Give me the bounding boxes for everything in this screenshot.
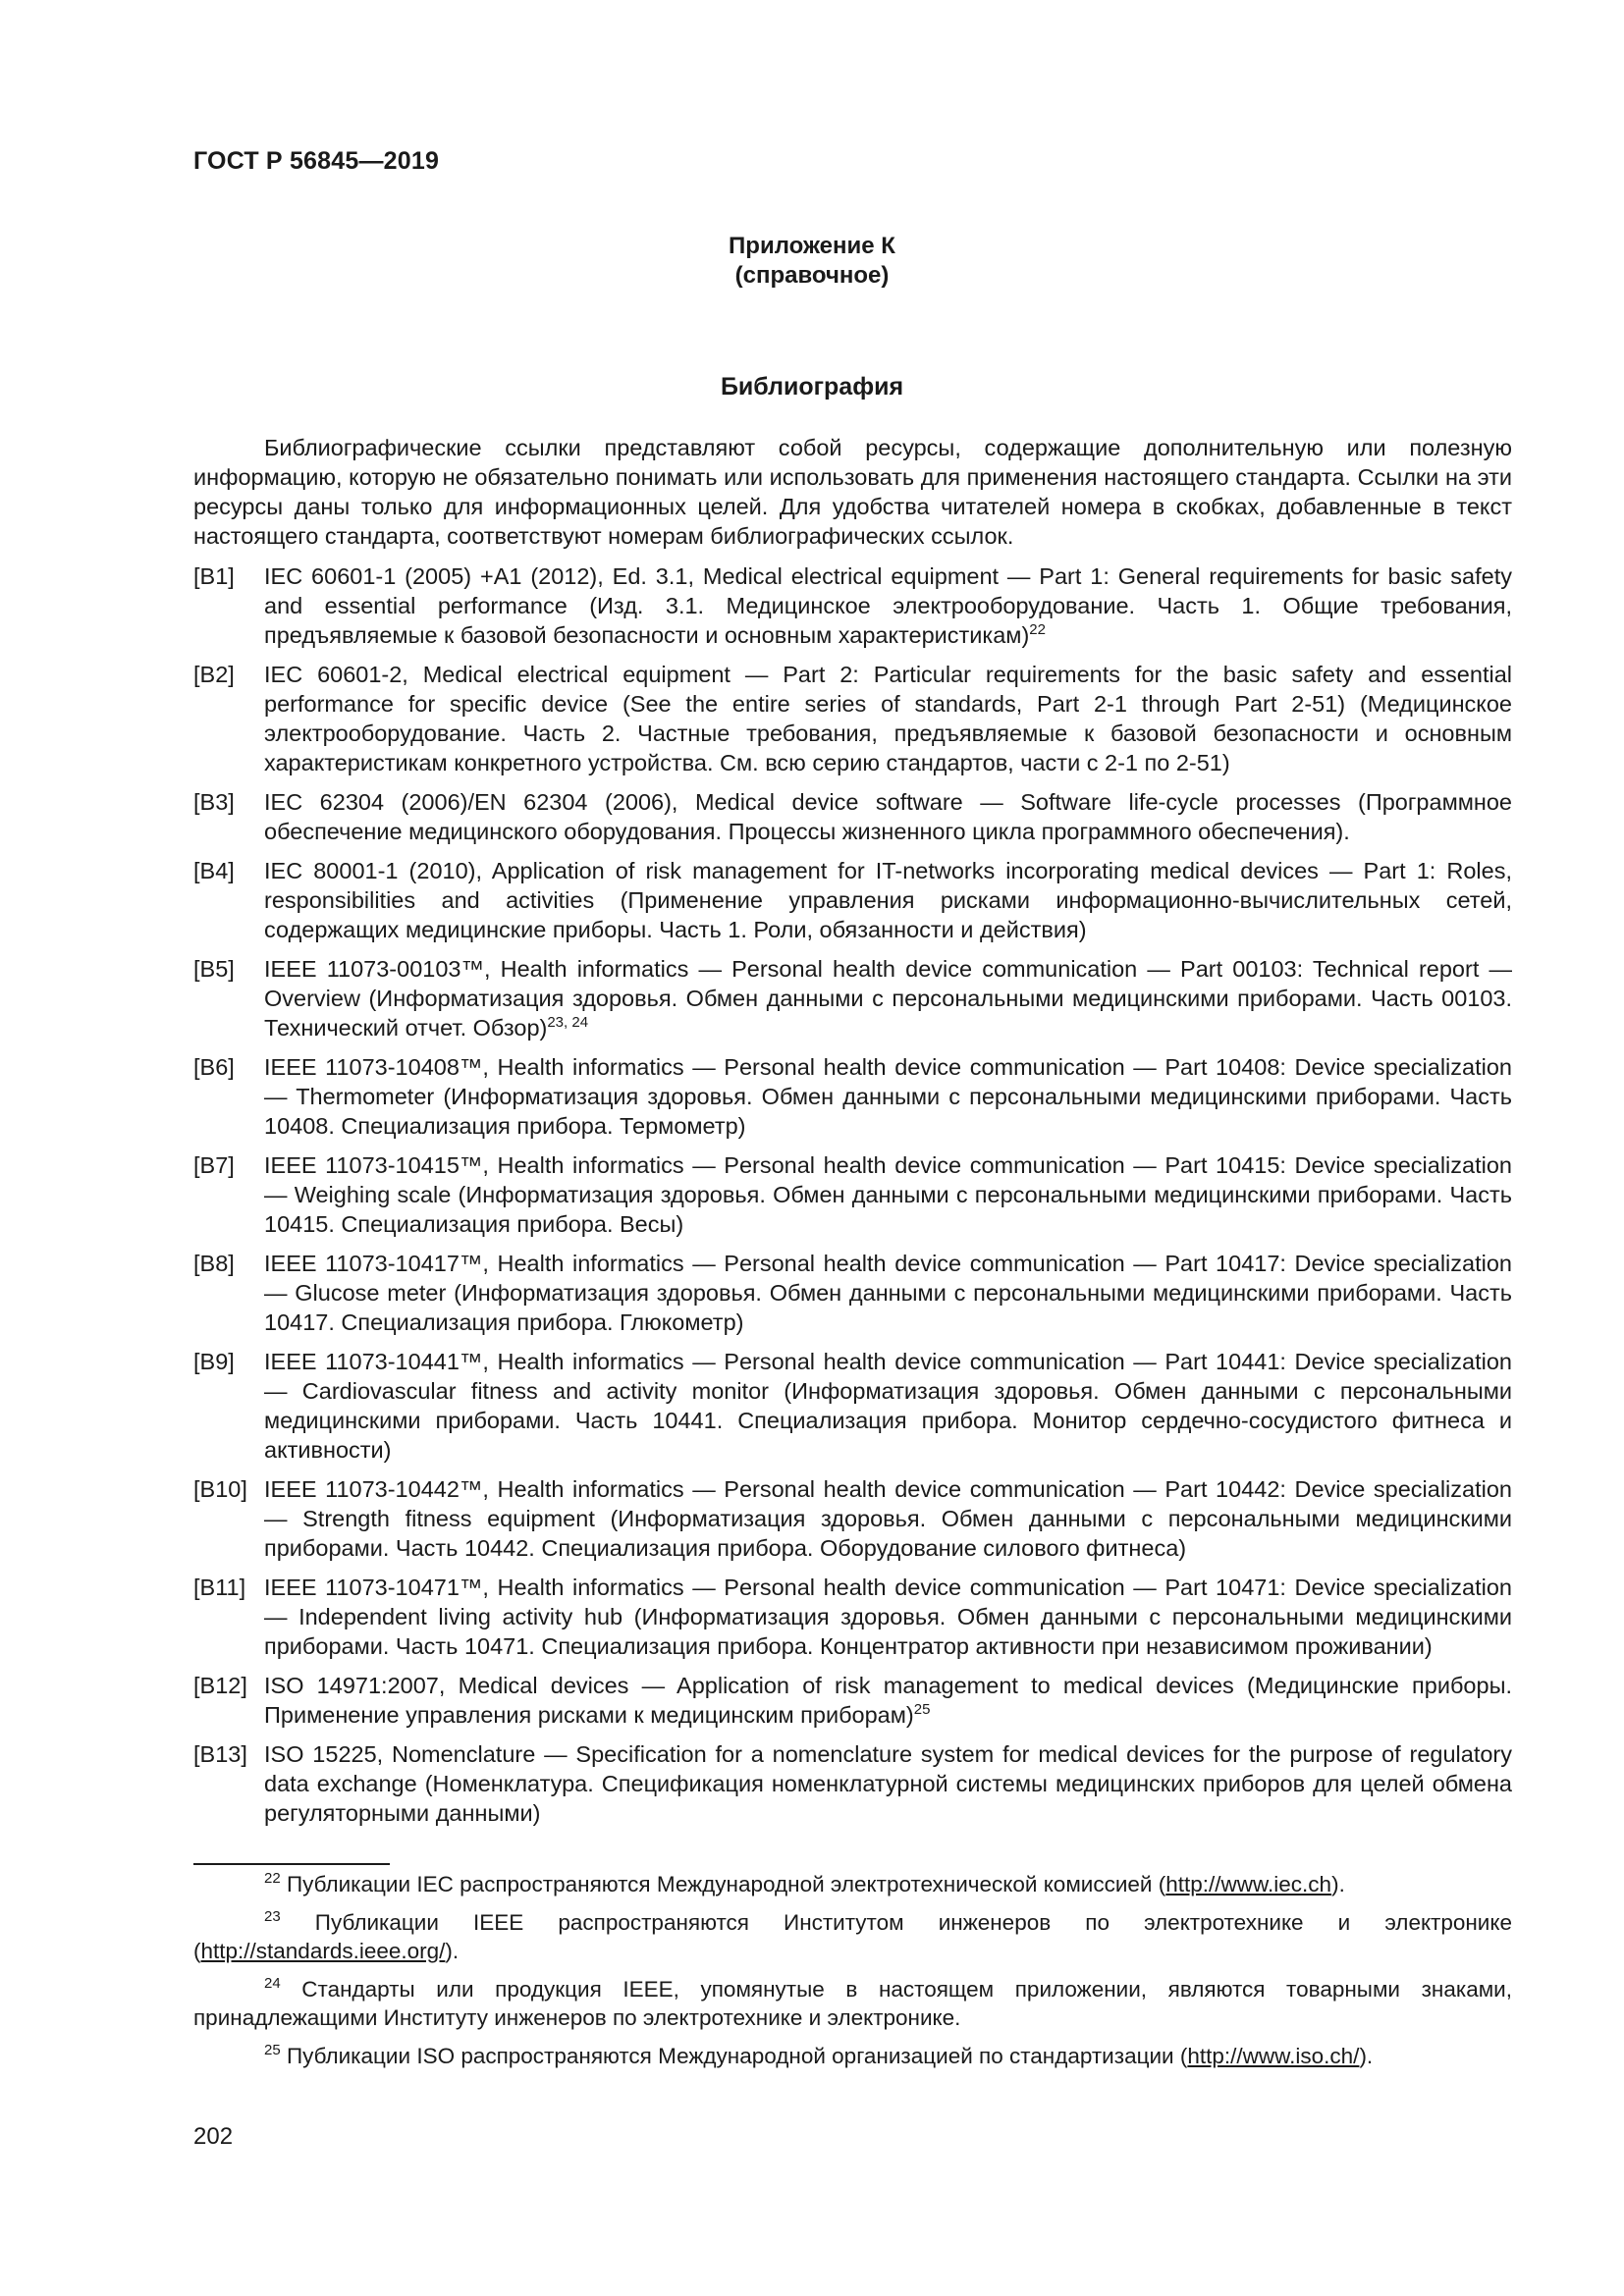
- footnotes: [193, 1870, 1512, 2080]
- reference-body: IEEE 11073-10408™, Health informatics — Personal health device communication — Part 10408: Device specialization — Thermometer (Информатизация здоровья. Обмен данными с персональными медицинскими приборами. Часть 10408. Специализация прибора. Термометр): [264, 1054, 1512, 1139]
- section-title: Библиография: [720, 373, 904, 400]
- reference-body: ISO 14971:2007, Medical devices — Application of risk management to medical devices (Медицинские приборы. Применение управления рисками к медицинским приборам): [264, 1673, 1512, 1728]
- reference-number: [B12]: [193, 1673, 247, 1698]
- document-code: ГОСТ Р 56845—2019: [193, 147, 440, 175]
- reference-number: [B9]: [193, 1349, 235, 1374]
- footnote-marker: 23, 24: [547, 1014, 589, 1031]
- reference-item: [193, 660, 1512, 777]
- page-number: 202: [193, 2123, 234, 2150]
- reference-item: [193, 1671, 1512, 1730]
- footnote: [193, 1908, 1512, 1965]
- reference-text: [264, 660, 1512, 777]
- reference-body: IEC 80001-1 (2010), Application of risk management for IT-networks incorporating medical devices — Part 1: Roles, responsibilities and activities (Применение управления рисками информационно-вычислительных сетей, содержащих медицинские приборы. Часть 1. Роли, обязанности и действия): [264, 858, 1512, 942]
- reference-number: [B11]: [193, 1575, 246, 1600]
- reference-text: [264, 1739, 1512, 1828]
- reference-text: [264, 954, 1512, 1042]
- footnote-number: 23: [264, 1908, 281, 1925]
- reference-number: [B8]: [193, 1251, 235, 1276]
- reference-body: IEEE 11073-10415™, Health informatics — Personal health device communication — Part 10415: Device specialization — Weighing scale (Информатизация здоровья. Обмен данными с персональными медицинскими приборами. Часть 10415. Специализация прибора. Весы): [264, 1152, 1512, 1237]
- reference-body: IEEE 11073-10417™, Health informatics — Personal health device communication — Part 10417: Device specialization — Glucose meter (Информатизация здоровья. Обмен данными с персональными медицинскими приборами. Часть 10417. Специализация прибора. Глюкометр): [264, 1251, 1512, 1335]
- reference-text: [264, 561, 1512, 650]
- footnote-number: 25: [264, 2042, 281, 2058]
- reference-item: [193, 1573, 1512, 1661]
- footnote-number: 24: [264, 1975, 281, 1992]
- reference-text: [264, 856, 1512, 944]
- reference-body: IEEE 11073-10471™, Health informatics — Personal health device communication — Part 10471: Device specialization — Independent living activity hub (Информатизация здоровья. Обмен данными с персональными медицинскими приборами. Часть 10471. Специализация прибора. Концентратор активности при независимом проживании): [264, 1575, 1512, 1659]
- footnote: [193, 2042, 1512, 2070]
- footnote: [193, 1975, 1512, 2032]
- footnote-text-end: ).: [1359, 2044, 1374, 2068]
- reference-item: [193, 1739, 1512, 1828]
- reference-number: [B2]: [193, 662, 235, 687]
- reference-item: [193, 561, 1512, 650]
- reference-item: [193, 1249, 1512, 1337]
- footnote-link[interactable]: http://www.iec.ch: [1165, 1872, 1332, 1896]
- footnote-text: Публикации IEEE распространяются Институтом инженеров по электротехнике и электронике (: [193, 1910, 1512, 1963]
- footnote-separator: [193, 1863, 390, 1865]
- intro-paragraph: Библиографические ссылки представляют собой ресурсы, содержащие дополнительную или полезную информацию, которую не обязательно понимать или использовать для применения настоящего стандарта. Ссылки на эти ресурсы даны только для информационных целей. Для удобства читателей номера в скобках, добавленные в текст настоящего стандарта, соответствуют номерам библиографических ссылок.: [193, 435, 1512, 549]
- reference-number: [B4]: [193, 858, 235, 883]
- footnote-text: Публикации IEC распространяются Международной электротехнической комиссией (: [280, 1872, 1166, 1896]
- reference-body: IEC 62304 (2006)/EN 62304 (2006), Medical device software — Software life-cycle processes (Программное обеспечение медицинского оборудования. Процессы жизненного цикла программного обеспечения).: [264, 789, 1512, 844]
- reference-text: [264, 1150, 1512, 1239]
- reference-number: [B3]: [193, 789, 235, 815]
- reference-item: [193, 954, 1512, 1042]
- reference-text: [264, 1671, 1512, 1730]
- footnote-number: 22: [264, 1870, 281, 1887]
- reference-item: [193, 856, 1512, 944]
- reference-number: [B6]: [193, 1054, 235, 1080]
- reference-body: IEEE 11073-10442™, Health informatics — Personal health device communication — Part 10442: Device specialization — Strength fitness equipment (Информатизация здоровья. Обмен данными с персональными медицинскими приборами. Часть 10442. Специализация прибора. Оборудование силового фитнеса): [264, 1476, 1512, 1561]
- reference-body: ISO 15225, Nomenclature — Specification for a nomenclature system for medical devices for the purpose of regulatory data exchange (Номенклатура. Спецификация номенклатурной системы медицинских приборов для целей обмена регуляторными данными): [264, 1741, 1512, 1826]
- footnote-marker: 25: [913, 1701, 931, 1718]
- reference-body: IEC 60601-2, Medical electrical equipment — Part 2: Particular requirements for the basic safety and essential performance for specific device (See the entire series of standards, Part 2-1 through Part 2-51) (Медицинское электрооборудование. Часть 2. Частные требования, предъявляемые к базовой безопасности и основным характеристикам конкретного устройства. См. всю серию стандартов, части с 2-1 по 2-51): [264, 662, 1512, 775]
- footnote-link[interactable]: http://www.iso.ch/: [1187, 2044, 1360, 2068]
- reference-number: [B13]: [193, 1741, 247, 1767]
- annex-heading: [0, 232, 1624, 291]
- reference-body: IEEE 11073-00103™, Health informatics — Personal health device communication — Part 00103: Technical report — Overview (Информатизация здоровья. Обмен данными с персональными медицинскими приборами. Часть 00103. Технический отчет. Обзор): [264, 956, 1512, 1041]
- reference-list: [193, 561, 1512, 1838]
- footnote-marker: 22: [1029, 621, 1046, 638]
- reference-text: [264, 1347, 1512, 1465]
- reference-item: [193, 1474, 1512, 1563]
- reference-text: [264, 787, 1512, 846]
- reference-text: [264, 1474, 1512, 1563]
- reference-number: [B7]: [193, 1152, 235, 1178]
- reference-text: [264, 1573, 1512, 1661]
- annex-title: Приложение К: [729, 233, 895, 259]
- reference-number: [B10]: [193, 1476, 247, 1502]
- reference-body: IEEE 11073-10441™, Health informatics — Personal health device communication — Part 10441: Device specialization — Cardiovascular fitness and activity monitor (Информатизация здоровья. Обмен данными с персональными медицинскими приборами. Часть 10441. Специализация прибора. Монитор сердечно-сосудистого фитнеса и активности): [264, 1349, 1512, 1463]
- reference-number: [B5]: [193, 956, 235, 982]
- reference-item: [193, 1150, 1512, 1239]
- footnote: [193, 1870, 1512, 1898]
- footnote-text-end: ).: [1331, 1872, 1345, 1896]
- footnote-text: Стандарты или продукция IEEE, упомянутые в настоящем приложении, являются товарными знаками, принадлежащими Институту инженеров по электротехнике и электронике.: [193, 1977, 1512, 2030]
- reference-item: [193, 1347, 1512, 1465]
- reference-text: [264, 1052, 1512, 1141]
- annex-status: (справочное): [734, 262, 890, 289]
- footnote-link[interactable]: http://standards.ieee.org/: [200, 1939, 446, 1963]
- footnote-text-end: ).: [445, 1939, 460, 1963]
- footnote-text: Публикации ISO распространяются Международной организацией по стандартизации (: [280, 2044, 1188, 2068]
- reference-number: [B1]: [193, 563, 235, 589]
- reference-item: [193, 1052, 1512, 1141]
- reference-body: IEC 60601-1 (2005) +A1 (2012), Ed. 3.1, Medical electrical equipment — Part 1: General requirements for basic safety and essential performance (Изд. 3.1. Медицинское электрооборудование. Часть 1. Общие требования, предъявляемые к базовой безопасности и основным характеристикам): [264, 563, 1512, 648]
- reference-text: [264, 1249, 1512, 1337]
- reference-item: [193, 787, 1512, 846]
